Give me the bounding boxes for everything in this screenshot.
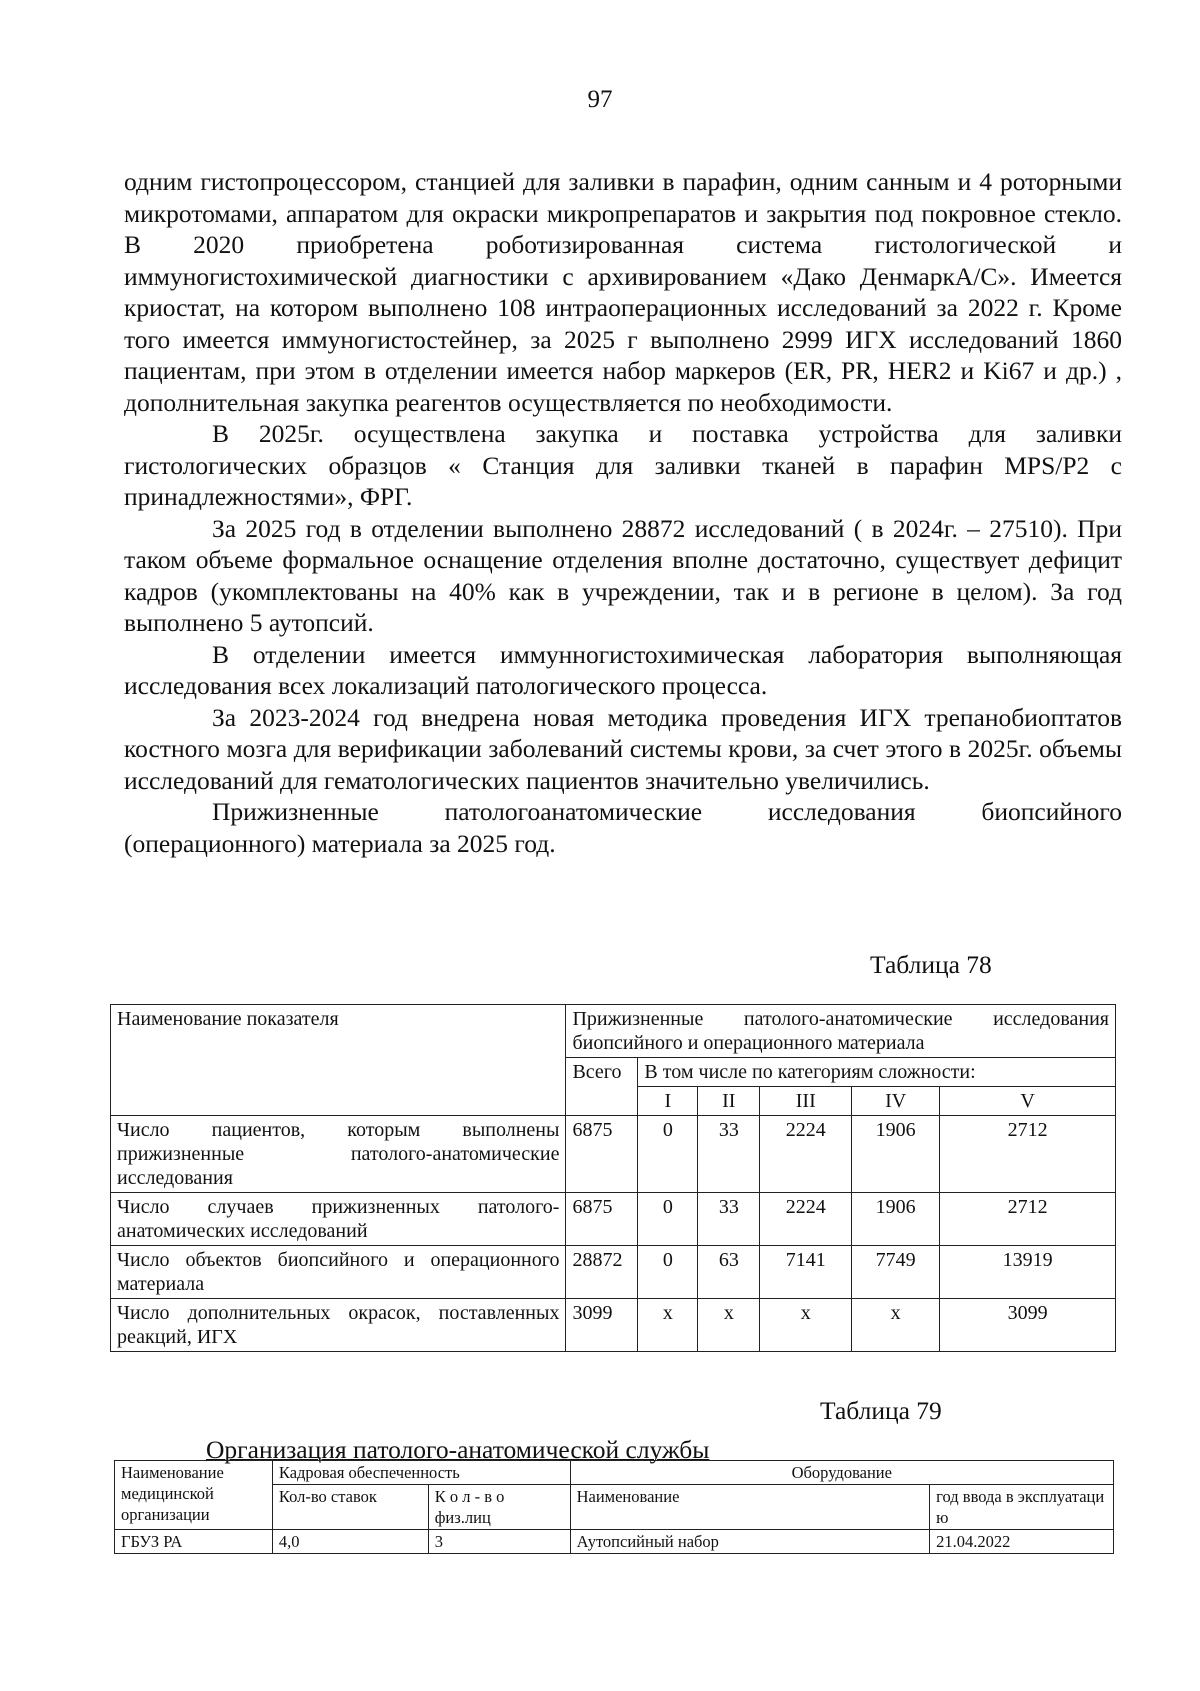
row-name: Число пациентов, которым выполнены прижизненные патолого-анатомические исследования xyxy=(111,1116,566,1193)
row-value: х xyxy=(852,1299,940,1352)
header-eq-year: год ввода в эксплуатаци ю xyxy=(930,1485,1114,1530)
row-value: х xyxy=(698,1299,760,1352)
paragraph: За 2025 год в отделении выполнено 28872 исследований ( в 2024г. – 27510). При таком объеме формальное оснащение отделения вполне достаточно, существует дефицит кадров (укомплектованы на 40% как в учреждении, так и в регионе в целом). За год выполнено 5 аутопсий. xyxy=(124,513,1122,637)
row-value: 2712 xyxy=(940,1116,1116,1193)
body-text xyxy=(124,166,1122,859)
row-value: 2224 xyxy=(760,1193,852,1246)
header-group: Прижизненные патолого-анатомические исследования биопсийного и операционного материала xyxy=(566,1005,1116,1058)
table-row xyxy=(111,1246,1116,1299)
category-header: I xyxy=(638,1087,698,1116)
row-value: 0 xyxy=(638,1116,698,1193)
table-row xyxy=(111,1116,1116,1193)
page-number: 97 xyxy=(587,86,613,113)
row-total: 3099 xyxy=(566,1299,638,1352)
rates-value: 4,0 xyxy=(272,1530,428,1554)
table-row xyxy=(115,1530,1114,1554)
row-name: Число случаев прижизненных патолого-анатомических исследований xyxy=(111,1193,566,1246)
row-value: 7749 xyxy=(852,1246,940,1299)
row-value: 33 xyxy=(698,1116,760,1193)
row-name: Число объектов биопсийного и операционного материала xyxy=(111,1246,566,1299)
row-value: 13919 xyxy=(940,1246,1116,1299)
row-value: 3099 xyxy=(940,1299,1116,1352)
row-value: 33 xyxy=(698,1193,760,1246)
table-79-caption: Таблица 79 xyxy=(820,1396,942,1425)
row-value: 7141 xyxy=(760,1246,852,1299)
header-equipment: Оборудование xyxy=(570,1461,1113,1485)
equipment-name: Аутопсийный набор xyxy=(570,1530,930,1554)
paragraph: В отделении имеется иммунногистохимическая лаборатория выполняющая исследования всех локализаций патологического процесса. xyxy=(124,639,1122,700)
table-79-title: Организация патолого-анатомической службы xyxy=(206,1435,710,1464)
row-value: 1906 xyxy=(852,1116,940,1193)
header-persons: К о л - в о физ.лиц xyxy=(428,1485,570,1530)
row-name: Число дополнительных окрасок, поставленных реакций, ИГХ xyxy=(111,1299,566,1352)
row-value: 2712 xyxy=(940,1193,1116,1246)
row-value: х xyxy=(760,1299,852,1352)
category-header: III xyxy=(760,1087,852,1116)
table-78 xyxy=(110,1004,1116,1352)
header-eq-name: Наименование xyxy=(570,1485,930,1530)
category-header: IV xyxy=(852,1087,940,1116)
row-value: 63 xyxy=(698,1246,760,1299)
header-staffing: Кадровая обеспеченность xyxy=(272,1461,570,1485)
header-total: Всего xyxy=(566,1058,638,1116)
persons-value: 3 xyxy=(428,1530,570,1554)
row-value: 0 xyxy=(638,1246,698,1299)
row-value: 2224 xyxy=(760,1116,852,1193)
paragraph: В 2025г. осуществлена закупка и поставка устройства для заливки гистологических образцов « Станция для заливки тканей в парафин MPS/P2 с принадлежностями», ФРГ. xyxy=(124,419,1122,511)
table-row xyxy=(111,1193,1116,1246)
table-79 xyxy=(114,1460,1114,1554)
row-total: 6875 xyxy=(566,1116,638,1193)
header-org: Наименование медицинской организации xyxy=(115,1461,273,1530)
table-78-caption: Таблица 78 xyxy=(870,950,992,979)
row-value: 0 xyxy=(638,1193,698,1246)
org-name: ГБУЗ РА xyxy=(115,1530,273,1554)
paragraph: Прижизненные патологоанатомические исследования биопсийного (операционного) материала за 2025 год. xyxy=(124,797,1122,858)
row-value: 1906 xyxy=(852,1193,940,1246)
row-total: 6875 xyxy=(566,1193,638,1246)
header-rates: Кол-во ставок xyxy=(272,1485,428,1530)
table-row xyxy=(111,1299,1116,1352)
equipment-year: 21.04.2022 xyxy=(930,1530,1114,1554)
category-header: II xyxy=(698,1087,760,1116)
row-value: х xyxy=(638,1299,698,1352)
paragraph: За 2023-2024 год внедрена новая методика проведения ИГХ трепанобиоптатов костного мозга для верификации заболеваний системы крови, за счет этого в 2025г. объемы исследований для гематологических пациентов значительно увеличились. xyxy=(124,702,1122,795)
header-categories: В том числе по категориям сложности: xyxy=(638,1058,1116,1087)
category-header: V xyxy=(940,1087,1116,1116)
row-total: 28872 xyxy=(566,1246,638,1299)
paragraph: одним гистопроцессором, станцией для заливки в парафин, одним санным и 4 роторными микротомами, аппаратом для окраски микропрепаратов и закрытия под покровное стекло. В 2020 приобретена роботизированная система гистологической и иммуногистохимической диагностики с архивированием «Дако ДенмаркА/С». Имеется криостат, на котором выполнено 108 интраоперационных исследований за 2022 г. Кроме того имеется иммуногистостейнер, за 2025 г выполнено 2999 ИГХ исследований 1860 пациентам, при этом в отделении имеется набор маркеров (ER, PR, HER2 и Ki67 и др.) , дополнительная закупка реагентов осуществляется по необходимости. xyxy=(124,167,1122,417)
header-indicator: Наименование показателя xyxy=(111,1005,566,1116)
